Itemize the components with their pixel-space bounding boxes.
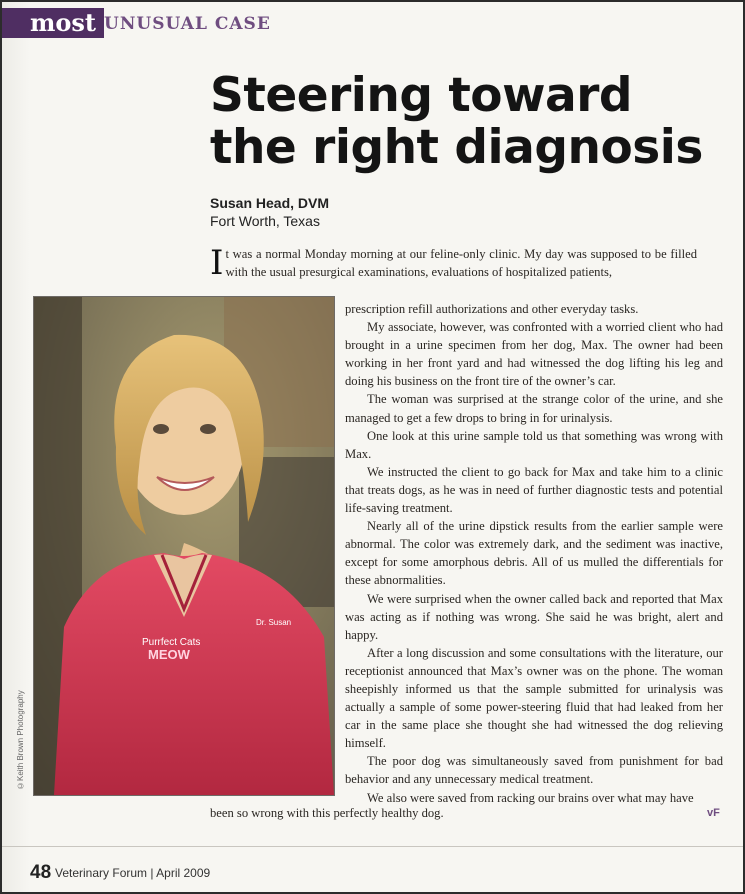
- article-paragraph-2: My associate, however, was confronted with a worried client who had brought in a urine specimen from her dog, Max. The owner had been working in her front yard and had witnessed the dog lifting his leg and doing his business on the front tire of the owner’s car.: [345, 320, 723, 389]
- scrub-logo-text: Purrfect Cats: [142, 637, 201, 648]
- article-title-line-1: Steering toward: [210, 68, 633, 123]
- author-name: Susan Head, DVM: [210, 195, 330, 211]
- name-badge: Dr. Susan: [256, 618, 292, 627]
- article-paragraph-10: We also were saved from racking our brains over what may have: [367, 790, 694, 805]
- bleed-through-text-left: [0, 48, 210, 318]
- article-paragraph-9: The poor dog was simultaneously saved from punishment for bad behavior and any unnecessary medical treatment.: [345, 754, 723, 787]
- end-mark: vF: [707, 807, 720, 819]
- intro-paragraph: [210, 245, 697, 281]
- article-paragraph-8: After a long discussion and some consultations with the literature, our receptionist announced that Max’s owner was on the phone. The woman sheepishly informed us that the sample submitted for urinalysis was actually a sample of some power-steering fluid that had leaked from her car in the same place she thought she had witnessed the dog relieving himself.: [345, 645, 723, 751]
- article-paragraph-1: prescription refill authorizations and other everyday tasks.: [345, 302, 639, 316]
- publication-info: Veterinary Forum | April 2009: [55, 866, 211, 880]
- author-location: Fort Worth, Texas: [210, 213, 320, 229]
- author-photo-illustration: [34, 297, 334, 795]
- article-paragraph-7: We were surprised when the owner called back and reported that Max was acting as if nothing was wrong. She said he was bright, alert and happy.: [345, 591, 723, 642]
- section-tag-title: UNUSUAL CASE: [104, 14, 271, 34]
- article-closing-line: been so wrong with this perfectly healthy dog.: [210, 806, 444, 820]
- author-photo: [33, 296, 335, 796]
- article-title-line-2: the right diagnosis: [210, 120, 703, 175]
- article-body-column: [345, 300, 723, 807]
- photo-credit: ©Keith Brown Photography: [16, 690, 25, 790]
- article-paragraph-5: We instructed the client to go back for Max and take him to a clinic that treats dogs, as he was in need of further diagnostic tests and potential life-saving treatment.: [345, 464, 723, 516]
- article-paragraph-3: The woman was surprised at the strange color of the urine, and she managed to get a few drops to bring in for urinalysis.: [345, 392, 723, 425]
- drop-cap: I: [210, 243, 224, 283]
- article-paragraph-6: Nearly all of the urine dipstick results from the earlier sample were abnormal. The color was extremely dark, and the sediment was inactive, except for some amorphous debris. All of us mulled the differentials for these abnormalities.: [345, 519, 723, 588]
- scrub-logo-meow: MEOW: [148, 647, 190, 662]
- section-tag-most: most: [0, 8, 104, 38]
- intro-text: t was a normal Monday morning at our feline-only clinic. My day was supposed to be filled with the usual presurgical examinations, evaluations of hospitalized patients,: [225, 247, 697, 280]
- article-paragraph-4: One look at this urine sample told us that something was wrong with Max.: [345, 428, 723, 461]
- article-title: [210, 70, 730, 174]
- section-header: [0, 8, 745, 38]
- footer-divider: [0, 846, 745, 847]
- page-number: 48: [30, 862, 52, 883]
